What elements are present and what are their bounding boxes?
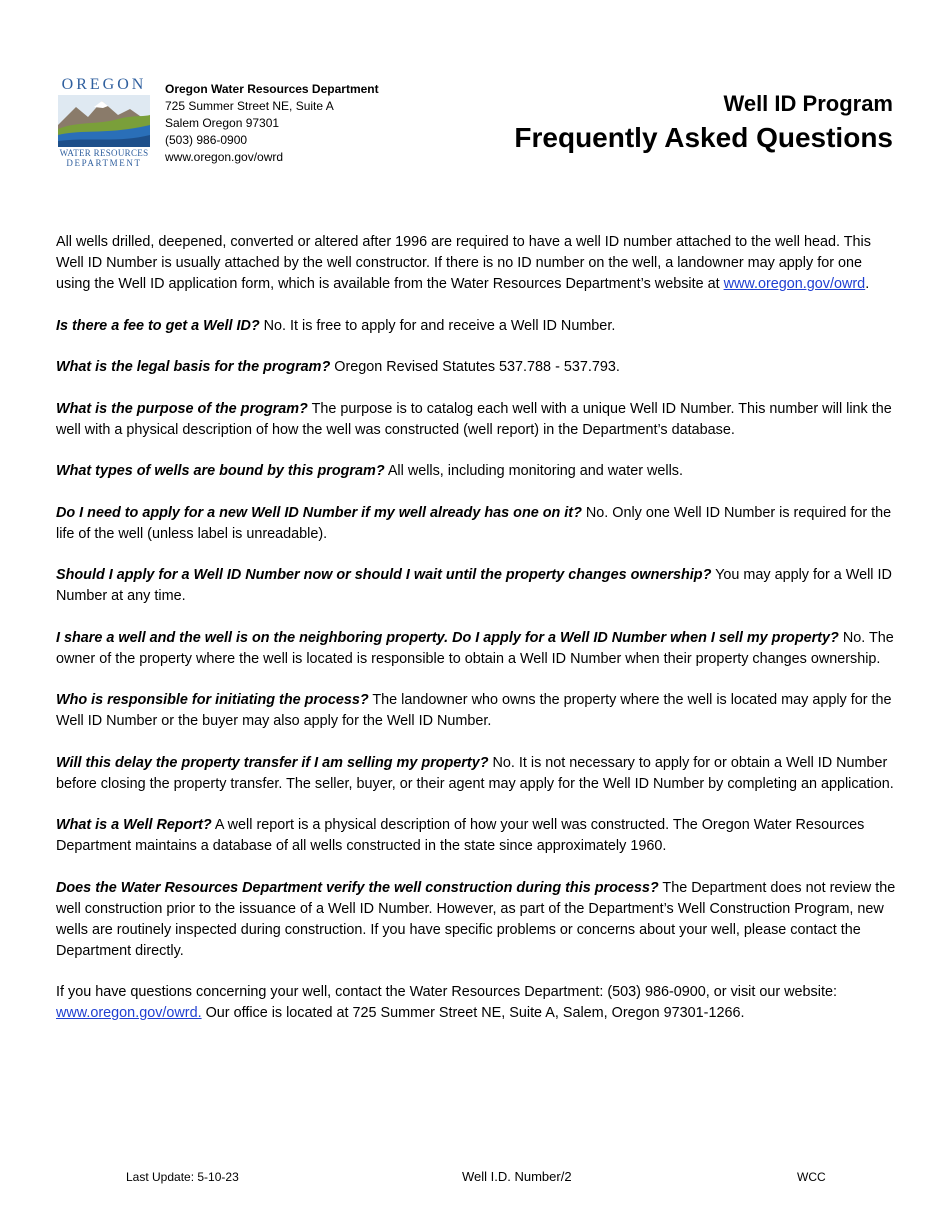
title-line2: Frequently Asked Questions (514, 122, 893, 153)
faq-question: What types of wells are bound by this program? (56, 463, 385, 479)
faq-item (56, 399, 898, 441)
address-city: Salem Oregon 97301 (165, 116, 280, 130)
faq-question: Will this delay the property transfer if I am selling my property? (56, 754, 489, 771)
faq-question: Should I apply for a Well ID Number now or should I wait until the property changes ownership? (56, 567, 712, 583)
faq-item (56, 878, 898, 962)
page-label: Well I.D. Number/2 (462, 1169, 572, 1184)
faq-answer: The purpose is to catalog each well with a unique Well ID Number. This number will link the well with a physical description of how the well was constructed (well report) in the Department’s database. (56, 400, 892, 438)
intro-paragraph: All wells drilled, deepened, converted or altered after 1996 are required to have a well ID number attached to the well head. This Well ID Number is usually attached by the well constructor. If there is no ID number on the well, a landowner may apply for one using the Well ID application form, which is available from the Water Resources Department’s website at www.oregon.gov/owrd. (56, 234, 871, 292)
faq-answer: You may apply for a Well ID Number at any time. (56, 567, 892, 604)
section-code: WCC (797, 1170, 826, 1184)
faq-item (56, 565, 898, 607)
faq-item (56, 357, 898, 378)
title-line1: Well ID Program (723, 91, 893, 116)
faq-item (56, 503, 898, 545)
document-title (514, 88, 893, 156)
faq-item (56, 690, 898, 732)
faq-answer: The Department does not review the well construction prior to the issuance of a Well ID Number. However, as part of the Department’s Well Construction Program, new wells are routinely inspected during construction. If you have specific problems or concerns about your well, please contact the Department directly. (56, 879, 896, 959)
owrd-website-link[interactable]: www.oregon.gov/owrd (723, 276, 866, 292)
faq-answer: All wells, including monitoring and water wells. (384, 463, 683, 479)
address-phone: (503) 986-0900 (165, 133, 248, 147)
faq-answer: No. Only one Well ID Number is required for the life of the well (unless label is unreadable). (56, 504, 892, 542)
faq-answer: No. It is not necessary to apply for or obtain a Well ID Number before closing the property transfer. The seller, buyer, or their agent may apply for the Well ID Number by completing an application. (56, 754, 894, 792)
faq-question: I share a well and the well is on the neighboring property. Do I apply for a Well ID Number when I sell my property? (56, 629, 839, 646)
faq-item (56, 316, 898, 337)
faq-question: What is a Well Report? (56, 817, 212, 833)
last-update: Last Update: 5-10-23 (126, 1170, 239, 1184)
owrd-logo (56, 76, 152, 168)
faq-answer: No. It is free to apply for and receive a Well ID Number. (259, 317, 616, 334)
faq-answer: Oregon Revised Statutes 537.788 - 537.793. (330, 359, 620, 375)
faq-question: What is the purpose of the program? (56, 400, 308, 417)
logo-subtitle-line1: WATER RESOURCES (59, 148, 149, 158)
address-street: 725 Summer Street NE, Suite A (165, 99, 334, 113)
closing-paragraph: If you have questions concerning your well, contact the Water Resources Department: (503) 986-0900, or visit our website: www.oregon.gov/owrd. Our office is located at 725 Summer Street NE, Suite A, Salem, Oregon 97301-1266. (56, 984, 837, 1021)
faq-answer: A well report is a physical description of how your well was constructed. The Oregon Water Resources Department maintains a database of all wells constructed in the state since approximately 1960. (56, 817, 865, 854)
landscape-icon (58, 95, 150, 147)
agency-address (165, 81, 379, 166)
faq-question: Does the Water Resources Department verify the well construction during this process? (56, 879, 659, 896)
faq-item (56, 628, 898, 670)
owrd-website-link-footer[interactable]: www.oregon.gov/owrd. (56, 1005, 202, 1021)
faq-answer: The landowner who owns the property where the well is located may apply for the Well ID Number or the buyer may also apply for the Well ID Number. (56, 692, 892, 729)
faq-content (56, 232, 898, 1045)
agency-name: Oregon Water Resources Department (165, 82, 379, 96)
logo-subtitle-line2: DEPARTMENT (66, 158, 142, 168)
logo-wordmark: OREGON (61, 76, 147, 93)
faq-item (56, 815, 898, 857)
faq-question: What is the legal basis for the program? (56, 359, 331, 375)
faq-answer: No. The owner of the property where the well is located is responsible to obtain a Well ID Number when their property changes ownership. (56, 629, 894, 667)
faq-item (56, 461, 898, 482)
faq-question: Do I need to apply for a new Well ID Number if my well already has one on it? (56, 504, 582, 521)
address-website: www.oregon.gov/owrd (165, 150, 284, 164)
faq-item (56, 753, 898, 795)
faq-question: Is there a fee to get a Well ID? (56, 317, 260, 334)
faq-question: Who is responsible for initiating the process? (56, 692, 369, 708)
